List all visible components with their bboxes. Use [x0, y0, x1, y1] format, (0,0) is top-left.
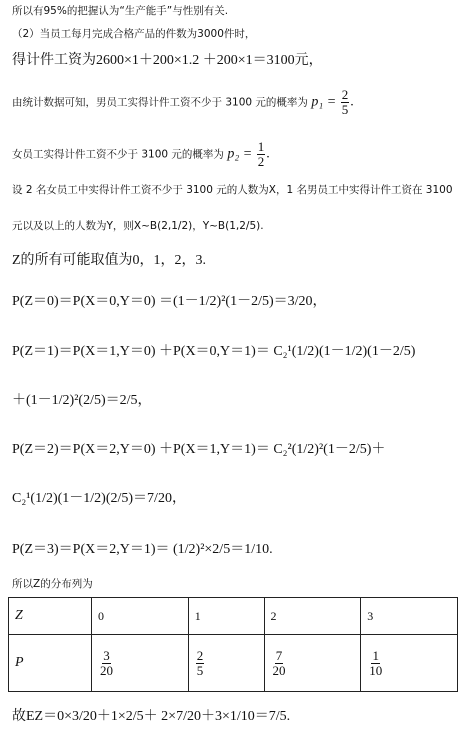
table-header-cell: 1 — [188, 598, 264, 635]
table-cell — [361, 635, 458, 692]
female-probability-line: 女员工实得计件工资不少于 3100 元的概率为 p₂ = $\frac{1}{2}$ . — [12, 139, 270, 169]
distribution-intro: 所以Z的分布列为 — [12, 578, 93, 590]
wage-calculation: 得计件工资为2600×1＋200×1.2 ＋200×1＝3100元， — [12, 53, 323, 68]
table-cell — [264, 635, 361, 692]
expectation-result: 故EZ＝0×3/20＋1×2/5＋ 2×7/20＋3×1/10＝7/5. — [12, 709, 291, 724]
female-probability-text: 女员工实得计件工资不少于 3100 元的概率为 — [12, 148, 224, 161]
distribution-table — [8, 597, 458, 692]
female-probability-fraction — [257, 140, 266, 169]
fraction-numerator: 2 — [341, 87, 349, 102]
probability-fraction — [272, 649, 287, 678]
table-cell — [188, 635, 264, 692]
fraction-numerator: 7 — [275, 647, 283, 663]
table-row — [9, 598, 458, 635]
binomial-definition: 元以及以上的人数为Y，则X~B(2,1/2)，Y~B(1,2/5). — [12, 220, 264, 232]
table-row — [9, 635, 458, 692]
table-cell — [92, 635, 189, 692]
z-values: Z的所有可能取值为0，1，2，3. — [12, 253, 207, 268]
p-z-3: P(Z＝3)＝P(X＝2,Y＝1)＝ (1/2)²×2/5＝1/10. — [12, 542, 273, 557]
male-probability-var: p₁ = — [311, 94, 337, 110]
male-probability-line: 由统计数据可知，男员工实得计件工资不少于 3100 元的概率为 p₁ = $\frac{2}{5}$ . — [12, 87, 354, 117]
fraction-denominator: 5 — [341, 102, 349, 117]
fraction-numerator: 2 — [196, 647, 204, 663]
probability-fraction — [99, 649, 114, 678]
p-z-0: P(Z＝0)＝P(X＝0,Y＝0) ＝(1－1/2)²(1－2/5)＝3/20， — [12, 294, 327, 309]
p-z-2-continued: C₂¹(1/2)(1－1/2)(2/5)＝7/20， — [12, 491, 186, 506]
fraction-denominator: 20 — [100, 662, 113, 678]
p-z-1-continued: ＋(1－1/2)²(2/5)＝2/5， — [12, 393, 152, 408]
table-header-cell: 3 — [361, 598, 458, 635]
male-probability-fraction — [341, 88, 350, 117]
text-line-1: 所以有95%的把握认为“生产能手”与性别有关. — [12, 5, 229, 17]
female-probability-var: p₂ = — [227, 146, 253, 162]
fraction-numerator: 1 — [372, 647, 379, 663]
table-row-label: P — [9, 635, 92, 692]
fraction-denominator: 20 — [272, 662, 286, 678]
fraction-numerator: 3 — [103, 647, 110, 663]
table-header-cell: 0 — [92, 598, 189, 635]
fraction-denominator: 10 — [369, 662, 383, 678]
table-header-cell: Z — [9, 598, 92, 635]
p-z-1: P(Z＝1)＝P(X＝1,Y＝0) ＋P(X＝0,Y＝1)＝ C₂¹(1/2)(1－1/2)(1－2/5) — [12, 344, 416, 359]
fraction-denominator: 2 — [257, 154, 265, 169]
p-z-2: P(Z＝2)＝P(X＝2,Y＝0) ＋P(X＝1,Y＝1)＝ C₂²(1/2)²(1－2/5)＋ — [12, 442, 386, 457]
fraction-numerator: 1 — [257, 139, 265, 154]
text-line-2: （2）当员工每月完成合格产品的件数为3000件时， — [12, 28, 256, 40]
probability-fraction — [196, 649, 205, 678]
fraction-denominator: 5 — [196, 662, 204, 678]
male-probability-text: 由统计数据可知，男员工实得计件工资不少于 3100 元的概率为 — [12, 96, 308, 109]
probability-fraction — [368, 649, 383, 678]
table-header-cell: 2 — [264, 598, 361, 635]
text-line-6: 设 2 名女员工中实得计件工资不少于 3100 元的人数为X，1 名男员工中实得计件工资在 3100 — [12, 184, 453, 196]
